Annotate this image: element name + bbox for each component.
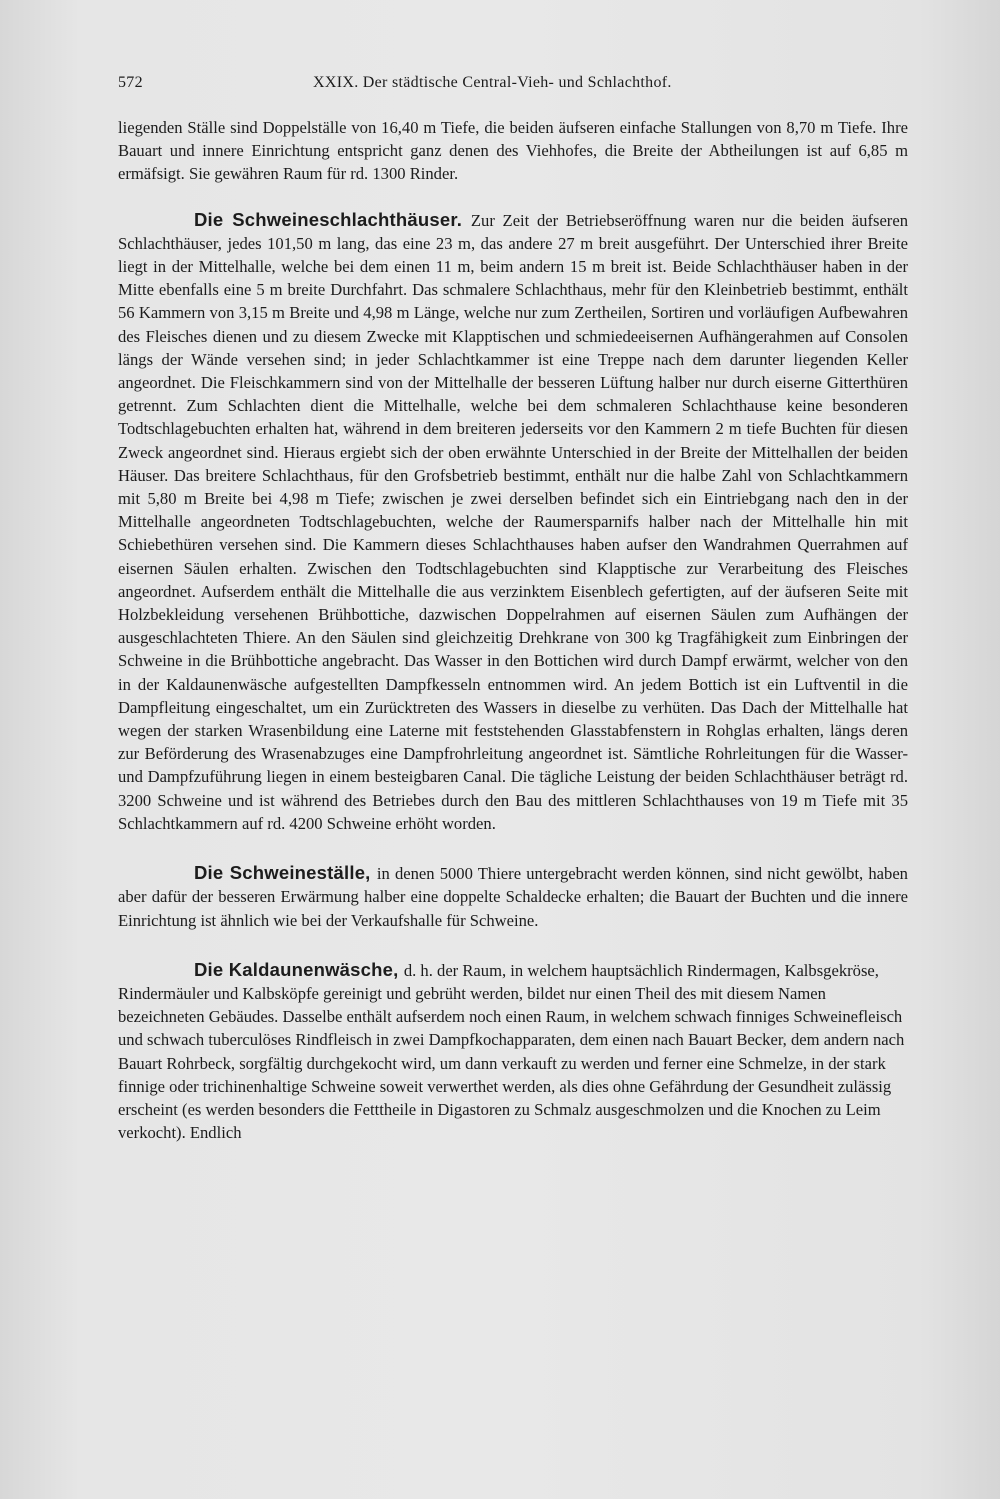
paragraph-cattle-stalls: liegenden Ställe sind Doppelställe von 16,40 m Tiefe, die beiden äufseren einfache Stallungen von 8,70 m Tiefe. Ihre Bauart und innere Einrichtung entspricht ganz denen des Viehhofes, die Breite der Abtheilungen ist auf 6,85 m ermäfsigt. Sie gewähren Raum für rd. 1300 Rinder. [118,118,908,184]
page-number: 572 [118,74,143,91]
section-pig-slaughterhouses [118,208,908,835]
section-text: Zur Zeit der Betriebseröffnung waren nur die beiden äufseren Schlachthäuser, jedes 101,50 m lang, das eine 23 m, das andere 27 m breit ausgeführt. Der Unterschied ihrer Breite liegt in der Mittelhalle, welche bei dem einen 11 m, beim andern 15 m breit ist. Beide Schlachthäuser haben in der Mitte ebenfalls eine 5 m breite Durchfahrt. Das schmalere Schlachthaus, mehr für den Kleinbetrieb bestimmt, enthält 56 Kammern von 3,15 m Breite und 4,98 m Länge, welche nur zum Zertheilen, Sortiren und vorläufigen Aufbewahren des Fleisches dienen und zu diesem Zwecke mit Klapptischen und schmiedeeisernen Aufhängerahmen auf Consolen längs der Wände versehen sind; in jeder Schlachtkammer ist eine Treppe nach dem darunter liegenden Keller angeordnet. Die Fleischkammern sind von der Mittelhalle der besseren Lüftung halber nur durch eiserne Gitterthüren getrennt. Zum Schlachten dient die Mittelhalle, welche bei dem schmaleren Schlachthause keine besonderen Todtschlagebuchten erhalten hat, während in dem breiteren jederseits vor den Kammern 2 m tiefe Buchten für diesen Zweck angeordnet sind. Hieraus ergiebt sich der oben erwähnte Unterschied in der Breite der Mittelhallen der beiden Häuser. Das breitere Schlachthaus, für den Grofsbetrieb bestimmt, enthält nur die halbe Zahl von Schlachtkammern mit 5,80 m Breite bei 4,98 m Tiefe; zwischen je zwei derselben befindet sich ein Eintriebgang nach den in der Mittelhalle angeordneten Todtschlagebuchten, welche der Raumersparnifs halber nach der Mittelhalle hin mit Schiebethüren versehen sind. Die Kammern dieses Schlachthauses haben aufser den Wandrahmen Querrahmen auf eisernen Säulen erhalten. Zwischen den Todtschlagebuchten sind Klapptische zur Verarbeitung des Fleisches angeordnet. Aufserdem enthält die Mittelhalle die aus verzinktem Eisenblech gefertigten, auf der äufseren Seite mit Holzbekleidung versehenen Brühbottiche, dazwischen Doppelrahmen auf eisernen Säulen zum Aufhängen der ausgeschlachteten Thiere. An den Säulen sind gleichzeitig Drehkrane von 300 kg Tragfähigkeit zum Einbringen der Schweine in die Brühbottiche angebracht. Das Wasser in den Bottichen wird durch Dampf erwärmt, welcher von den in der Kaldaunenwäsche aufgestellten Dampfkesseln entnommen wird. An jedem Bottich ist ein Luftventil in die Dampfleitung eingeschaltet, um ein Zurücktreten des Wassers in dieselbe zu verhüten. Das Dach der Mittelhalle hat wegen der starken Wrasenbildung eine Laterne mit feststehenden Glasstabfenstern in Rohglas erhalten, längs deren zur Beförderung des Wrasenabzuges eine Dampfrohrleitung angeordnet ist. Sämtliche Rohrleitungen für die Wasser- und Dampfzuführung liegen in einem besteigbaren Canal. Die tägliche Leistung der beiden Schlachthäuser beträgt rd. 3200 Schweine und ist während des Betriebes durch den Bau des mittleren Schlachthauses von 19 m Tiefe mit 35 Schlachtkammern auf rd. 4200 Schweine erhöht worden. [118,210,908,833]
section-heading: Die Schweineschlachthäuser. [194,208,471,230]
section-heading: Die Schweineställe, [194,862,377,884]
section-tripe-washing [118,958,908,1145]
section-text: d. h. der Raum, in welchem hauptsächlich Rindermagen, Kalbsgekröse, Rindermäuler und Kalbsköpfe gereinigt und gebrüht werden, bildet nur einen Theil des mit diesem Namen bezeichneten Gebäudes. Dasselbe enthält aufserdem noch einen Raum, in welchem schwach finniges Schweinefleisch und schwach tuberculöses Rindfleisch in zwei Dampfkochapparaten, dem einen nach Bauart Becker, dem andern nach Bauart Rohrbeck, sorgfältig durchgekocht wird, um dann verkauft zu werden und ferner eine Schmelze, in der stark finnige oder trichinenhaltige Schweine soweit verwerthet werden, als dies ohne Gefährdung der Gesundheit zulässig erscheint (es werden besonders die Fetttheile in Digastoren zu Schmalz ausgeschmolzen und die Knochen zu Leim verkocht). Endlich [118,960,905,1143]
section-pig-stalls [118,861,908,932]
section-text: in denen 5000 Thiere untergebracht werden können, sind nicht gewölbt, haben aber dafür der besseren Erwärmung halber eine doppelte Schaldecke erhalten; die Bauart der Buchten und die innere Einrichtung ist ähnlich wie bei der Verkaufshalle für Schweine. [118,864,908,930]
running-title: XXIX. Der städtische Central-Vieh- und Schlachthof. [313,74,672,91]
section-heading: Die Kaldaunenwäsche, [194,958,404,980]
page-header [118,74,898,100]
body-text [118,116,908,1170]
